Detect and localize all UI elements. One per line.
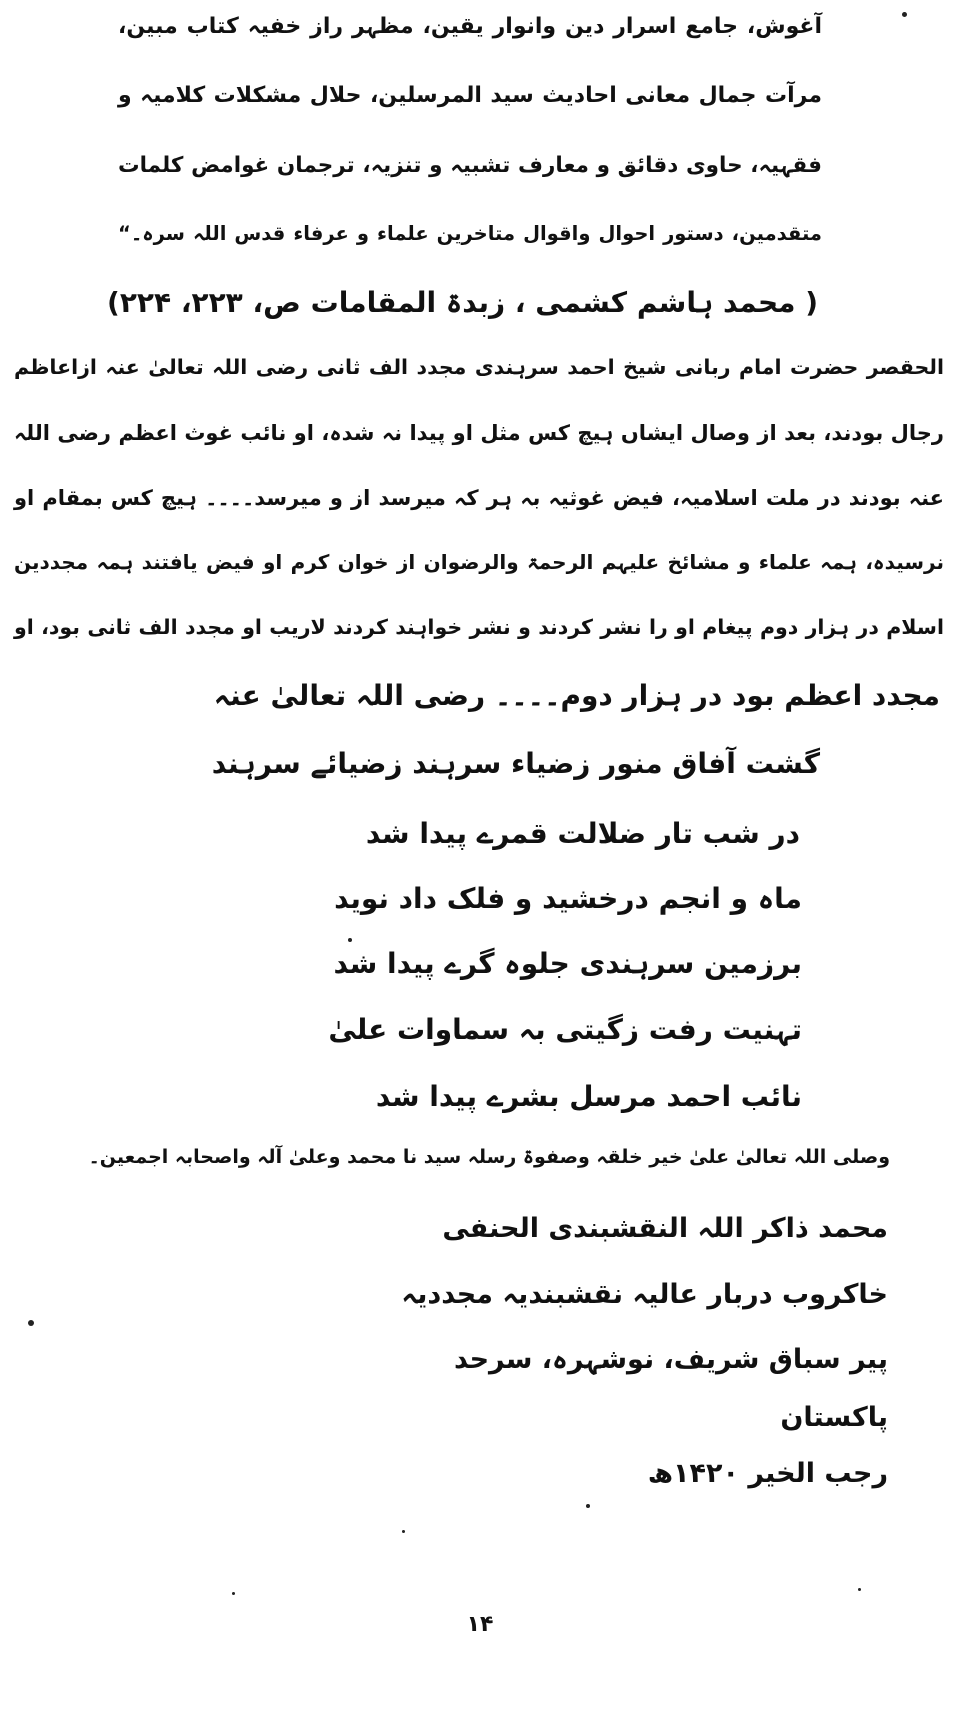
verse-line-1: گشت آفاق منور زضیاء سرہند زضیائے سرہند [211,747,820,780]
quote-citation: ( محمد ہاشم کشمی ، زبدۃ المقامات ص، ۲۲۳، ۲۲۴) [107,286,818,319]
verse-line-4: برزمین سرہندی جلوہ گرے پیدا شد [333,947,802,980]
quote-line-3: فقہیہ، حاوی دقائق و معارف تشبیہ و تنزیہ، ترجمان غوامض کلمات [118,153,822,178]
body-line-5: اسلام در ہزار دوم پیغام او را نشر کردند و نشر خواہند کردند لاریب او مجدد الف ثانی بود، او [14,615,944,639]
verse-line-3: ماہ و انجم درخشید و فلک داد نوید [334,882,802,915]
quote-line-2: مرآت جمال معانی احادیث سید المرسلین، حلال مشکلات کلامیہ و [118,83,822,108]
body-line-4: نرسیدہ، ہمہ علماء و مشائخ علیہم الرحمۃ والرضوان از خوان کرم او فیض یافتند ہمہ مجددین [14,550,944,574]
body-line-1: الحقصر حضرت امام ربانی شیخ احمد سرہندی مجدد الف ثانی رضی اللہ تعالیٰ عنہ ازاعاظم [14,355,944,379]
scan-speck [858,1588,861,1591]
signature-name: محمد ذاکر اللہ النقشبندی الحنفی [442,1213,888,1244]
signature-date: رجب الخیر ۱۴۲۰ھ [647,1458,888,1489]
scan-speck [28,1320,34,1326]
body-line-2: رجال بودند، بعد از وصال ایشاں ہیچ کس مثل او پیدا نہ شدہ، او نائب غوث اعظم رضی اللہ [14,421,944,445]
quote-line-1: آغوش، جامع اسرار دین وانوار یقین، مظہر راز خفیہ کتاب مبین، [118,14,822,39]
closing-salutation: وصلی اللہ تعالیٰ علیٰ خیر خلقہ وصفوۃ رسلہ سید نا محمد وعلیٰ آلہ واصحابہ اجمعین۔ [88,1146,890,1168]
scan-speck [402,1530,405,1533]
signature-title: خاکروب دربار عالیہ نقشبندیہ مجددیہ [401,1279,888,1310]
verse-line-6: نائب احمد مرسل بشرے پیدا شد [375,1080,802,1113]
scan-speck [232,1592,235,1595]
verse-line-5: تہنیت رفت زگیتی بہ سماوات علیٰ [328,1013,802,1046]
quote-line-4: متقدمین، دستور احوال واقوال متاخرین علماء و عرفاء قدس اللہ سرہ۔“ [118,222,822,245]
scan-speck [348,938,352,942]
scan-speck [586,1504,590,1508]
body-line-6: مجدد اعظم بود در ہزار دوم۔۔۔۔ رضی اللہ تعالیٰ عنہ [213,679,940,712]
scan-speck [902,12,907,17]
verse-line-2: در شب تار ضلالت قمرے پیدا شد [365,817,800,850]
page-number: ۱۴ [466,1612,494,1637]
signature-country: پاکستان [780,1402,888,1433]
signature-location: پیر سباق شریف، نوشہرہ، سرحد [453,1344,888,1375]
body-line-3: عنہ بودند در ملت اسلامیہ، فیض غوثیہ بہ ہر کہ میرسد از و میرسد۔۔۔۔ ہیچ کس بمقام او [14,486,944,510]
